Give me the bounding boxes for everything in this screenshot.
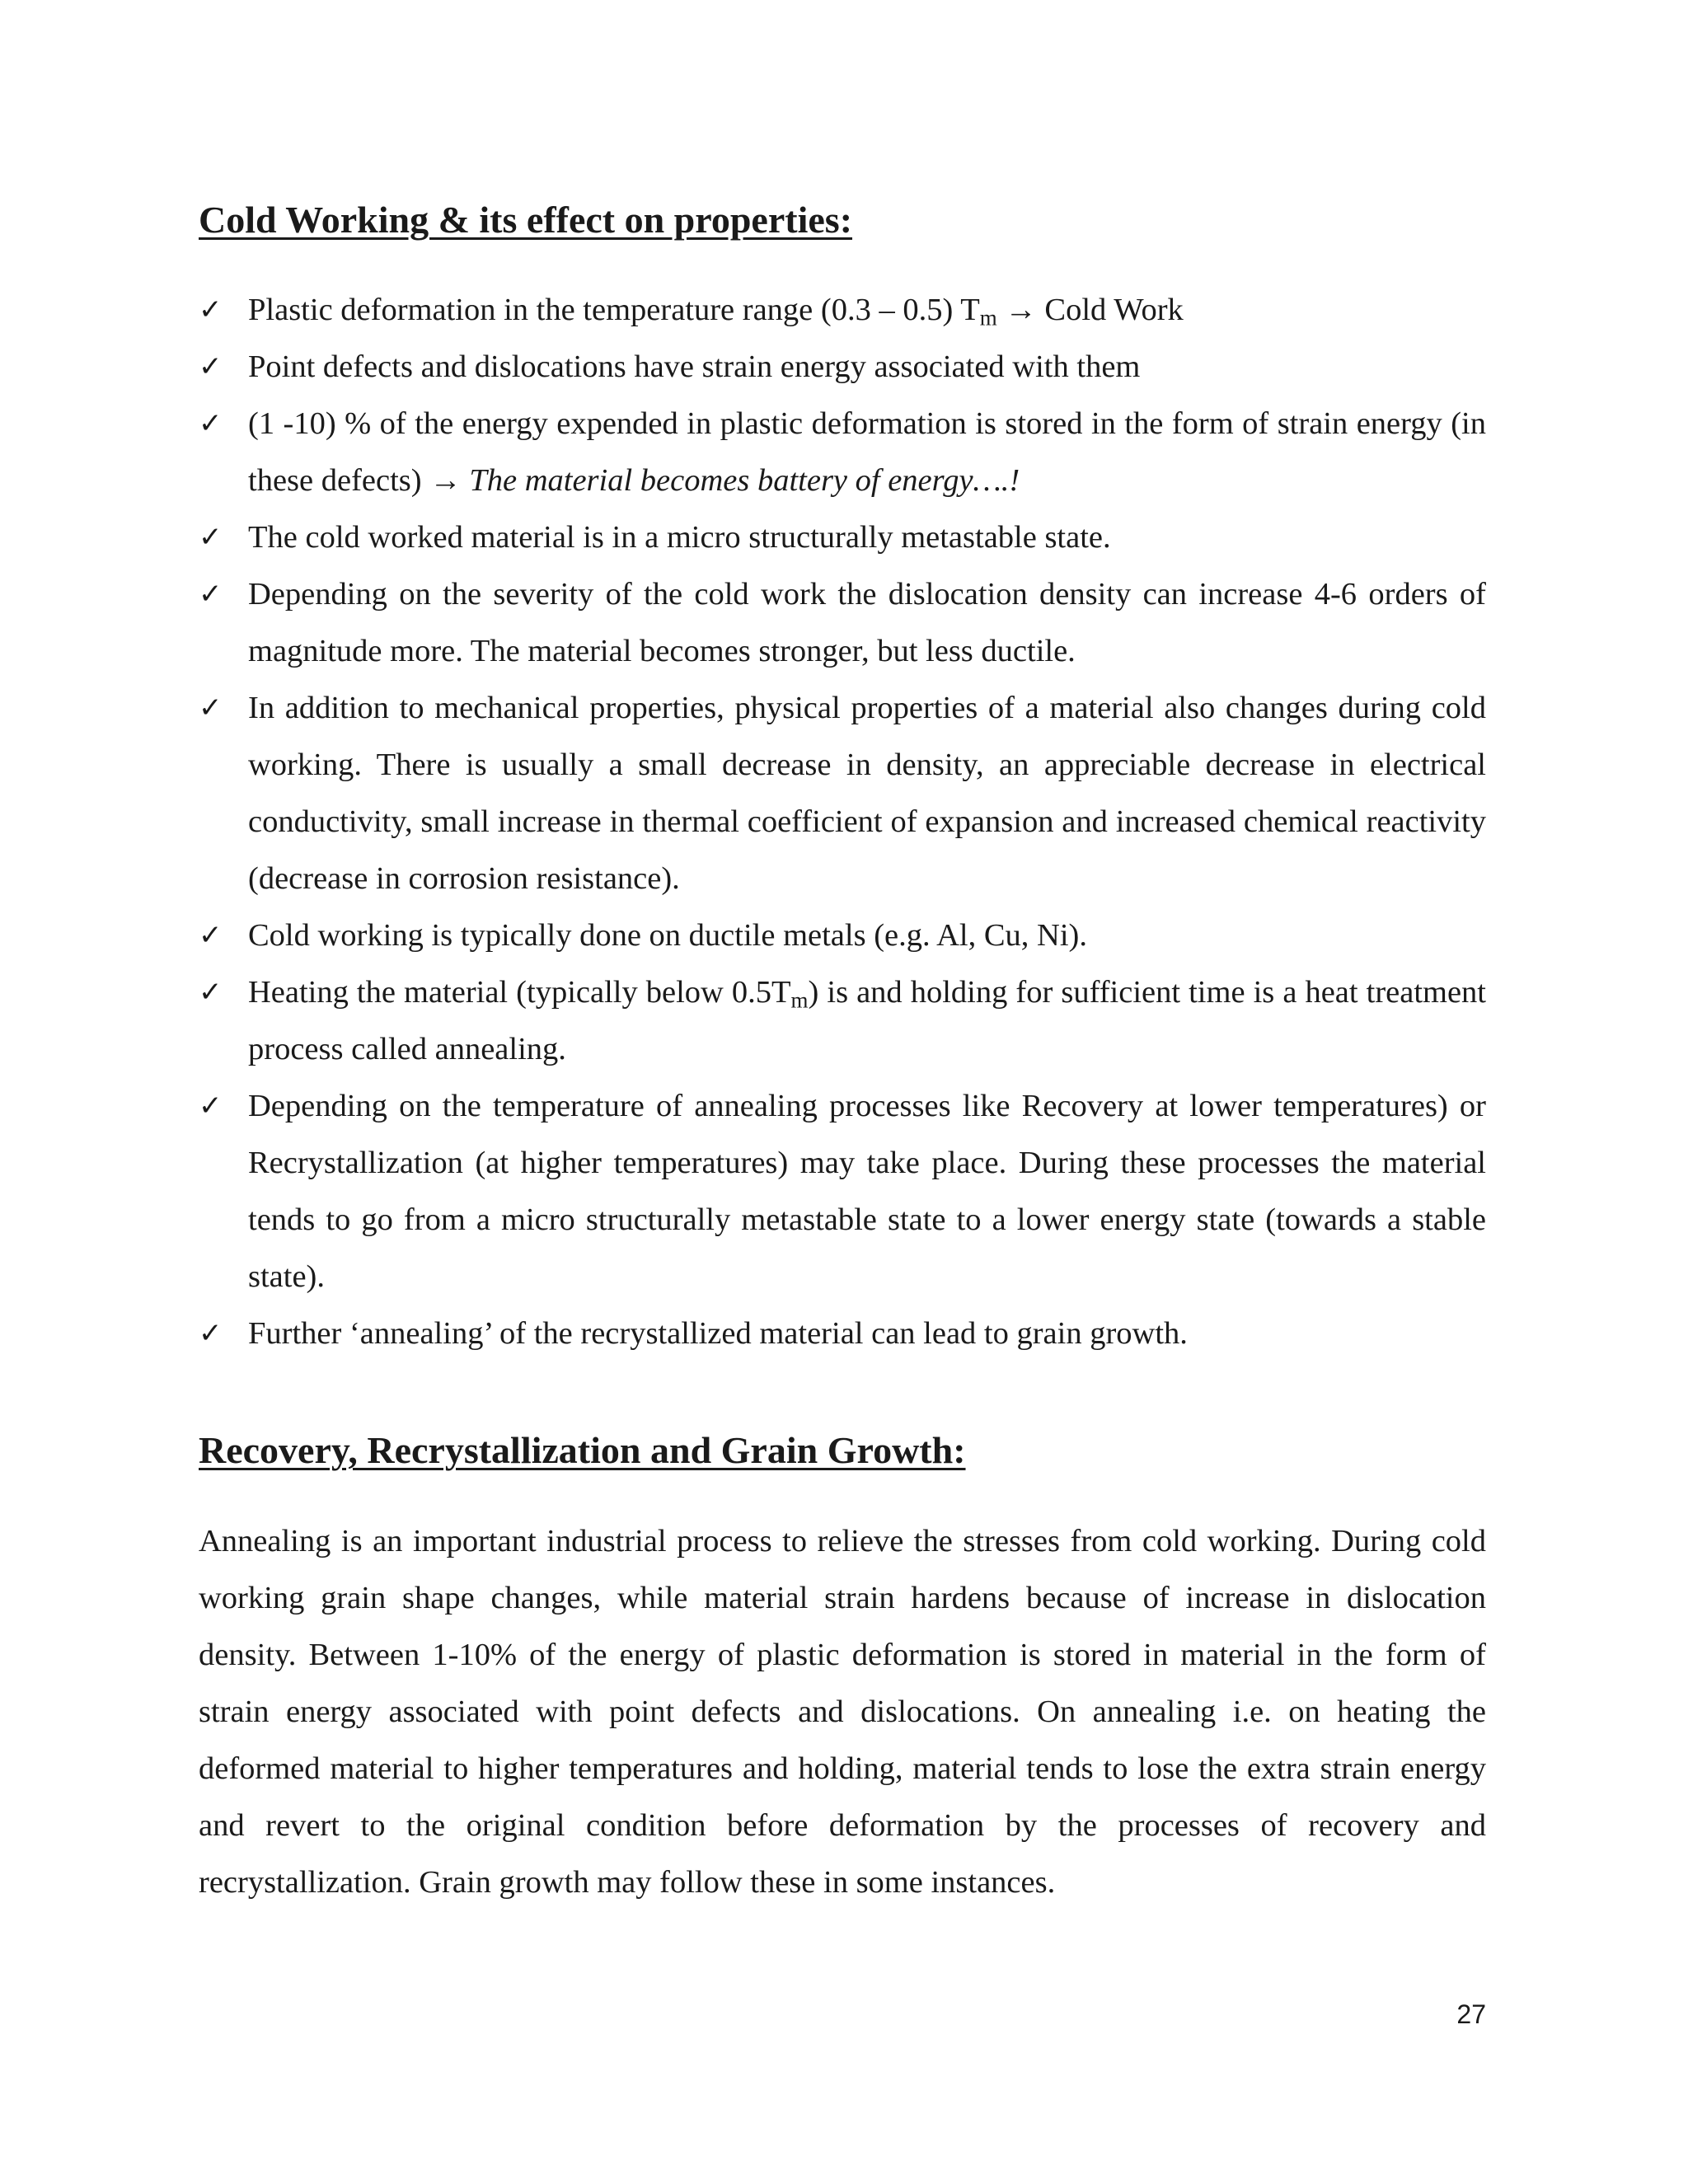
bullet-text: Heating the material (typically below 0.5T	[248, 975, 791, 1010]
checkmark-icon: ✓	[199, 293, 223, 326]
checkmark-icon: ✓	[199, 350, 223, 383]
bullet-list	[199, 282, 1486, 1362]
checkmark-icon: ✓	[199, 1317, 223, 1350]
bullet-item	[199, 680, 1486, 907]
bullet-item	[199, 566, 1486, 680]
bullet-item	[199, 282, 1486, 339]
bullet-text: Point defects and dislocations have strain energy associated with them	[248, 349, 1141, 384]
checkmark-icon: ✓	[199, 578, 223, 611]
section-heading-cold-working: Cold Working & its effect on properties:	[199, 199, 853, 241]
checkmark-icon: ✓	[199, 521, 223, 554]
bullet-text: Cold working is typically done on ductile metals (e.g. Al, Cu, Ni).	[248, 918, 1087, 953]
bullet-item	[199, 339, 1486, 396]
bullet-text: The cold worked material is in a micro structurally metastable state.	[248, 520, 1111, 555]
checkmark-icon: ✓	[199, 407, 223, 440]
bullet-text: Depending on the severity of the cold work the dislocation density can increase 4-6 orders of magnitude more. The material becomes stronger, but less ductile.	[248, 577, 1486, 668]
bullet-item	[199, 1078, 1486, 1305]
checkmark-icon: ✓	[199, 919, 223, 952]
bullet-item	[199, 509, 1486, 566]
checkmark-icon: ✓	[199, 691, 223, 724]
checkmark-icon: ✓	[199, 1090, 223, 1122]
bullet-text: In addition to mechanical properties, physical properties of a material also changes during cold working. There is usually a small decrease in density, an appreciable decrease in electrical conductivity, small increase in thermal coefficient of expansion and increased chemical reactivity (decrease in corrosion resistance).	[248, 691, 1486, 896]
subscript: m	[790, 987, 809, 1013]
bullet-item	[199, 396, 1486, 509]
bullet-text: → Cold Work	[996, 293, 1184, 327]
bullet-text: Plastic deformation in the temperature range (0.3 – 0.5) T	[248, 293, 980, 327]
annealing-paragraph: Annealing is an important industrial process to relieve the stresses from cold working. During cold working grain shape changes, while material strain hardens because of increase in dislocation density. Between 1-10% of the energy of plastic deformation is stored in material in the form of strain energy associated with point defects and dislocations. On annealing i.e. on heating the deformed material to higher temperatures and holding, material tends to lose the extra strain energy and revert to the original condition before deformation by the processes of recovery and recrystallization. Grain growth may follow these in some instances.	[199, 1524, 1486, 1900]
subscript: m	[979, 305, 997, 330]
italic-text: The material becomes battery of energy….!	[469, 463, 1020, 498]
bullet-text: ) is and holding for sufficient time is a heat treatment process called annealing.	[248, 975, 1486, 1066]
page-number: 27	[1456, 1999, 1486, 2029]
bullet-item	[199, 907, 1486, 964]
bullet-text: Depending on the temperature of annealing processes like Recovery at lower temperatures) or Recrystallization (at higher temperatures) may take place. During these processes the material tends to go from a micro structurally metastable state to a lower energy state (towards a stable state).	[248, 1089, 1486, 1294]
section-heading-recovery: Recovery, Recrystallization and Grain Growth:	[199, 1429, 966, 1471]
bullet-item	[199, 1305, 1486, 1362]
checkmark-icon: ✓	[199, 976, 223, 1009]
bullet-text: (1 -10) % of the energy expended in plastic deformation is stored in the form of strain energy (in these defects) →	[248, 406, 1486, 498]
bullet-text: Further ‘annealing’ of the recrystallized material can lead to grain growth.	[248, 1316, 1188, 1351]
bullet-item	[199, 964, 1486, 1078]
